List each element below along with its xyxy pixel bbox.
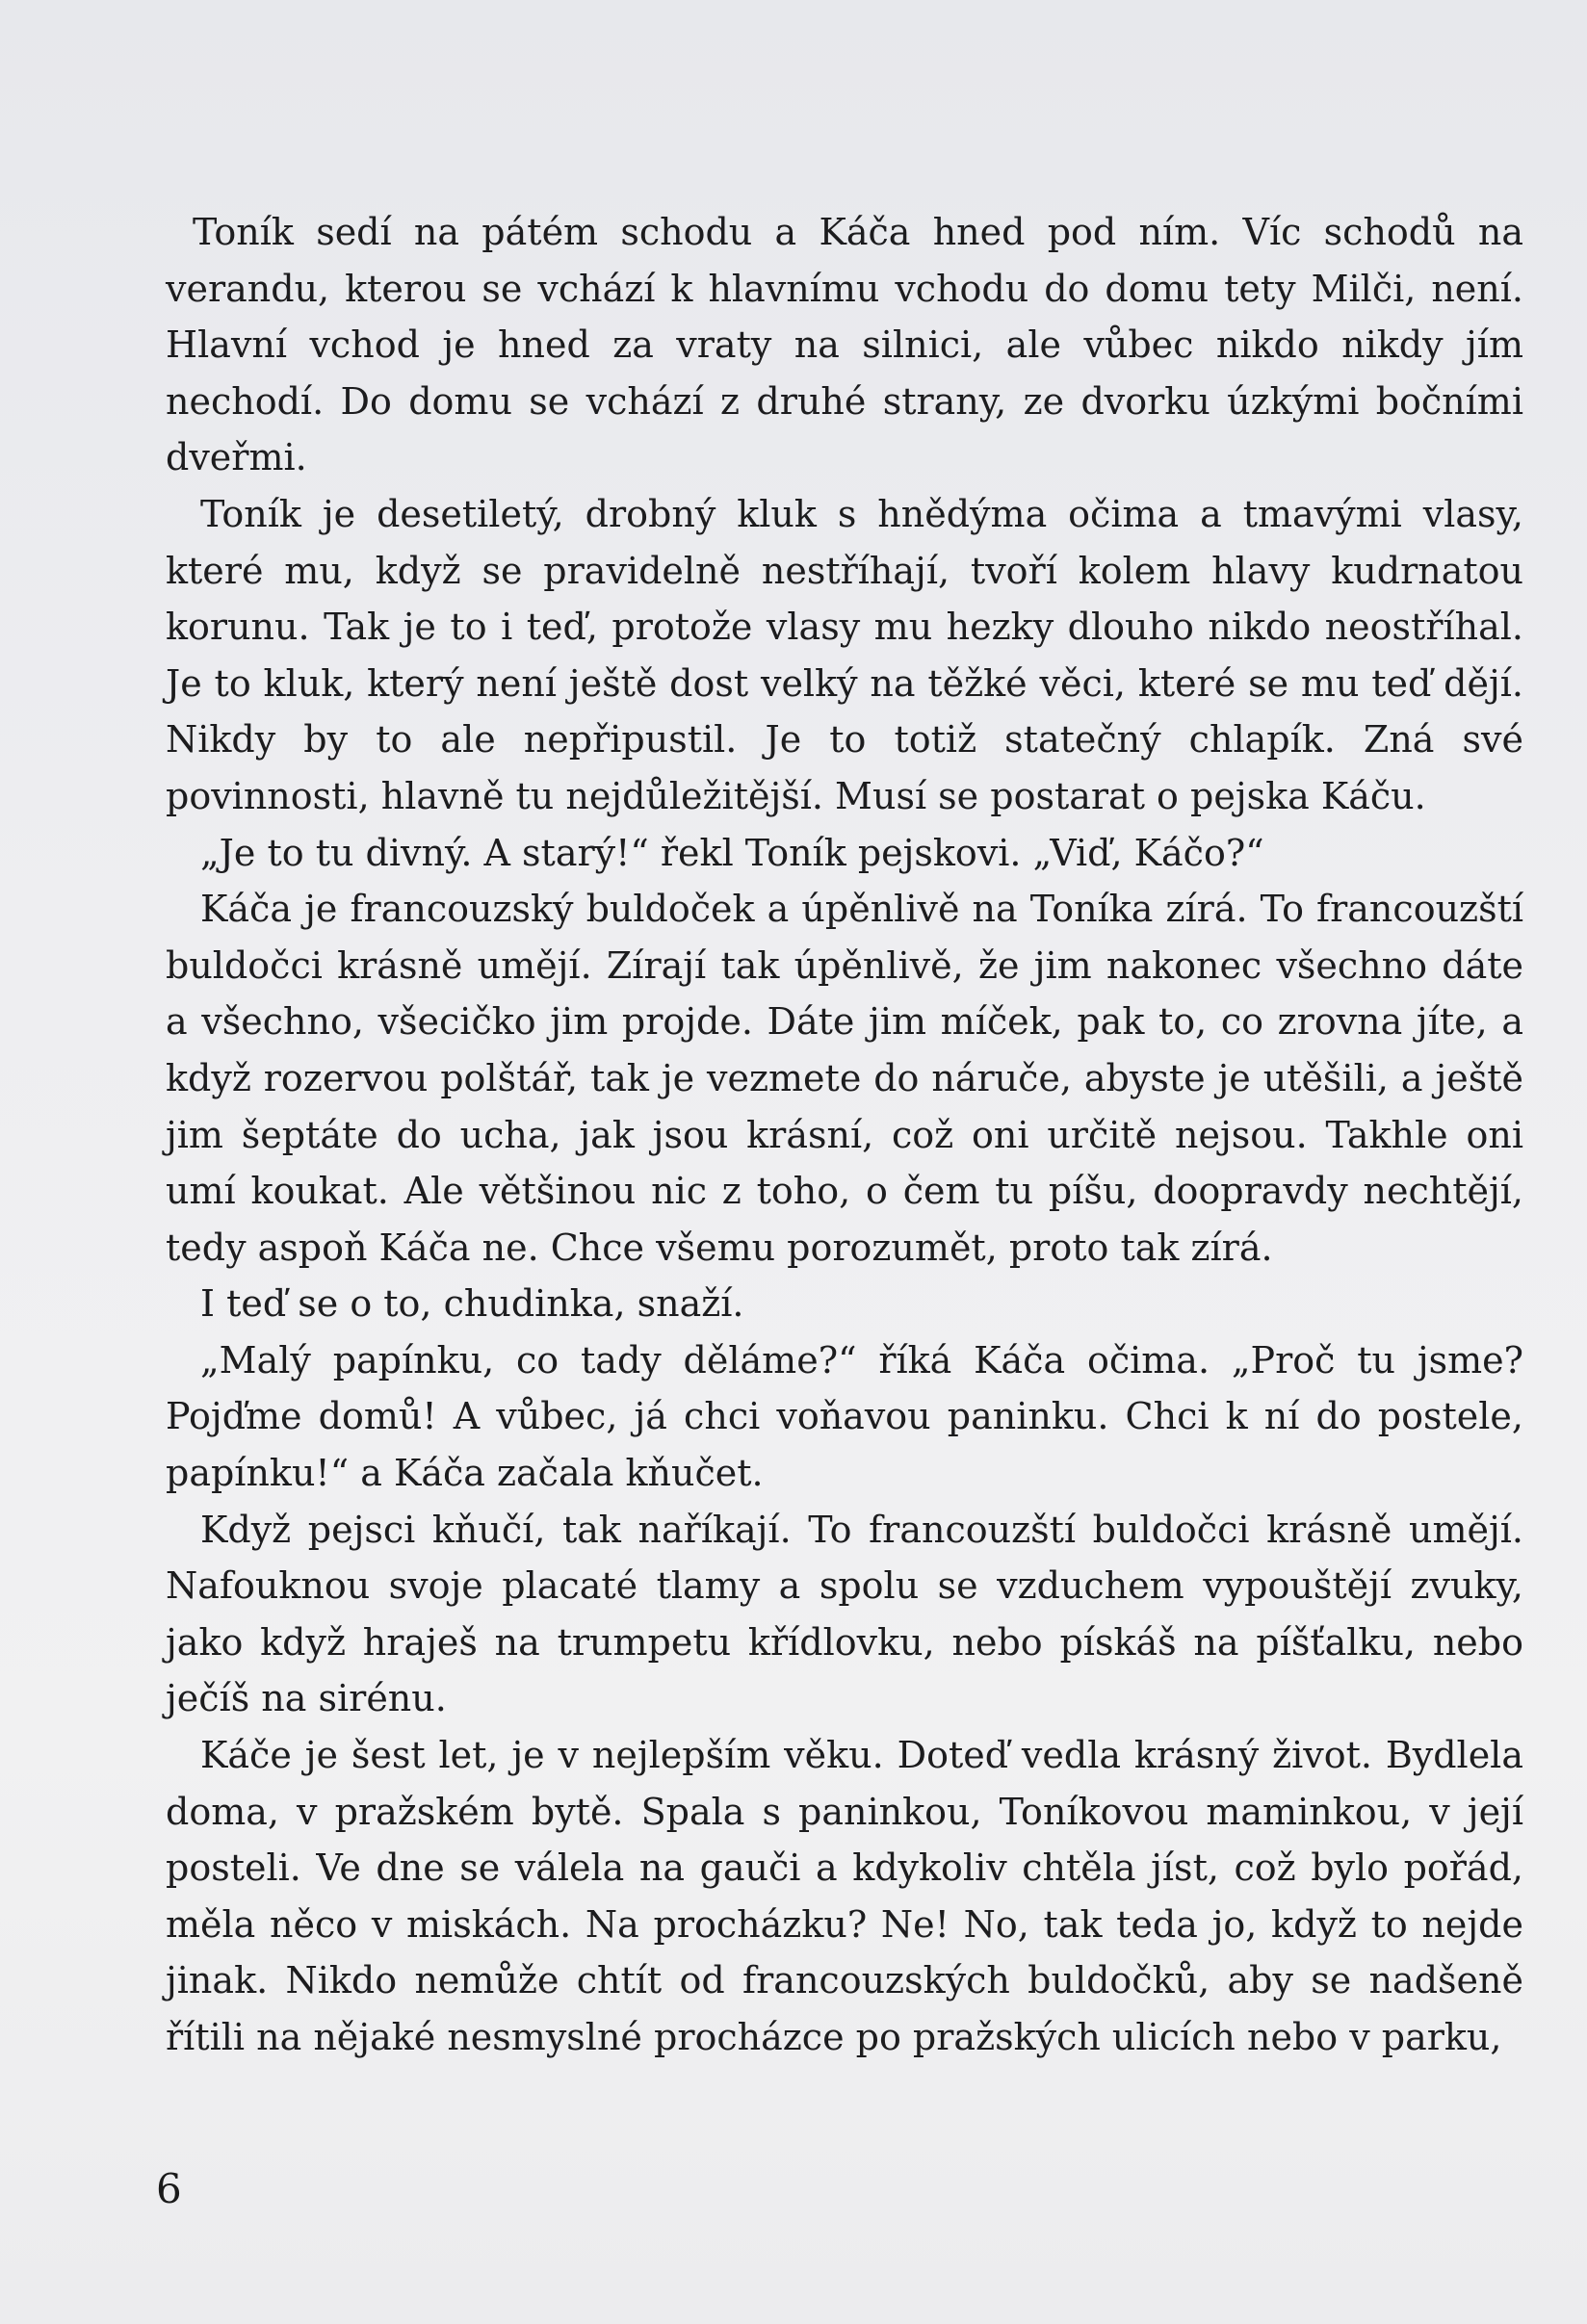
paragraph-7: Když pejsci kňučí, tak naříkají. To francouzští buldočci krásně umějí. Nafouknou svoje placaté tlamy a spolu se vzduchem vypouštějí zvuky, jako když hraješ na trumpetu křídlovku, nebo pískáš na píšťalku, nebo ječíš na sirénu. — [166, 1508, 1523, 1720]
paragraph-6: „Malý papínku, co tady děláme?“ říká Káča očima. „Proč tu jsme? Pojďme domů! A vůbec, já chci voňavou paninku. Chci k ní do postele, papínku!“ a Káča začala kňučet. — [166, 1338, 1523, 1495]
paragraph-4: Káča je francouzský buldoček a úpěnlivě na Toníka zírá. To francouzští buldočci krásně umějí. Zírají tak úpěnlivě, že jim nakonec všechno dáte a všechno, všecičko jim projde. Dáte jim míček, pak to, co zrovna jíte, a když rozervou polštář, tak je vezmete do náruče, abyste je utěšili, a ještě jim šeptáte do ucha, jak jsou krásní, což oni určitě nejsou. Takhle oni umí koukat. Ale většinou nic z toho, o čem tu píšu, doopravdy nechtějí, tedy aspoň Káča ne. Chce všemu porozumět, proto tak zírá. — [166, 888, 1523, 1269]
paragraph-5: I teď se o to, chudinka, snaží. — [200, 1282, 744, 1326]
paragraph-1: Toník sedí na pátém schodu a Káča hned pod ním. Víc schodů na verandu, kterou se vchází k hlavnímu vchodu do domu tety Milči, není. Hlavní vchod je hned za vraty na silnici, ale vůbec nikdo nikdy jím nechodí. Do domu se vchází z druhé strany, ze dvorku úzkými bočními dveřmi. — [166, 211, 1523, 479]
body-text — [166, 204, 1523, 2066]
paragraph-2: Toník je desetiletý, drobný kluk s hnědýma očima a tmavými vlasy, které mu, když se pravidelně nestříhají, tvoří kolem hlavy kudrnatou korunu. Tak je to i teď, protože vlasy mu hezky dlouho nikdo neostříhal. Je to kluk, který není ještě dost velký na těžké věci, které se mu teď dějí. Nikdy by to ale nepřipustil. Je to totiž statečný chlapík. Zná své povinnosti, hlavně tu nejdůležitější. Musí se postarat o pejska Káču. — [166, 492, 1523, 817]
page-number: 6 — [156, 2165, 182, 2212]
paragraph-3: „Je to tu divný. A starý!“ řekl Toník pejskovi. „Viď, Káčo?“ — [200, 831, 1264, 874]
paragraph-8: Káče je šest let, je v nejlepším věku. Doteď vedla krásný život. Bydlela doma, v pražském bytě. Spala s paninkou, Toníkovou maminkou, v její posteli. Ve dne se válela na gauči a kdykoliv chtěla jíst, což bylo pořád, měla něco v miskách. Na procházku? Ne! No, tak teda jo, když to nejde jinak. Nikdo nemůže chtít od francouzských buldočků, aby se nadšeně řítili na nějaké nesmyslné procházce po pražských ulicích nebo v parku, — [166, 1734, 1523, 2058]
